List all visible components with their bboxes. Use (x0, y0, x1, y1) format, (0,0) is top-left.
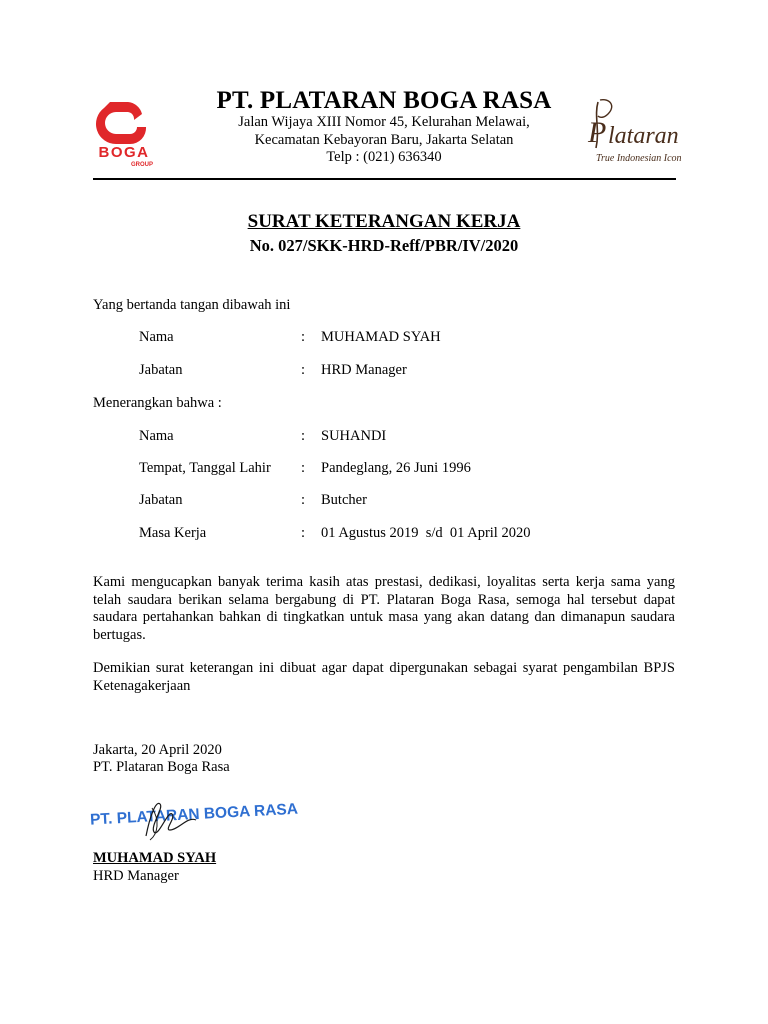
boga-logo-word: BOGA (98, 144, 150, 161)
signatory-name-value: MUHAMAD SYAH (321, 329, 441, 345)
address-line-2: Kecamatan Kebayoran Baru, Jakarta Selatan (254, 132, 514, 148)
stamp-text: PT. PLATARAN BOGA RASA (89, 800, 299, 829)
company-stamp (88, 786, 299, 844)
employee-name-value: SUHANDI (321, 428, 387, 444)
employee-position-colon: : (301, 492, 306, 508)
place-date: Jakarta, 20 April 2020 (93, 742, 222, 758)
employee-tenure-value: 01 Agustus 2019 s/d 01 April 2020 (321, 525, 531, 541)
thanks-paragraph: Kami mengucapkan banyak terima kasih atas prestasi, dedikasi, loyalitas serta kerja sama yang telah saudara berikan selama bergabung di PT. Plataran Boga Rasa, semoga hal tersebut dapat saudara pertahankan bahkan di tingkatkan untuk masa yang akan datang dan dimanapun saudara bertugas. (93, 574, 675, 643)
document-title: SURAT KETERANGAN KERJA (247, 211, 521, 232)
signatory-name-colon: : (301, 329, 306, 345)
boga-logo-sub: GROUP (130, 162, 154, 168)
intro-text: Yang bertanda tangan dibawah ini (93, 297, 291, 313)
employee-birth-value: Pandeglang, 26 Juni 1996 (321, 460, 471, 476)
closing-company: PT. Plataran Boga Rasa (93, 759, 230, 775)
signer-name: MUHAMAD SYAH (93, 850, 217, 866)
company-name: PT. PLATARAN BOGA RASA (216, 87, 552, 114)
plataran-logo-tagline: True Indonesian Icon (596, 153, 682, 164)
plataran-logo-initial: P (588, 116, 607, 149)
document-number: No. 027/SKK-HRD-Reff/PBR/IV/2020 (249, 236, 519, 255)
employee-position-value: Butcher (321, 492, 367, 508)
employee-position-label: Jabatan (139, 492, 183, 508)
plataran-logo-word: lataran (608, 123, 679, 149)
employee-tenure-colon: : (301, 525, 306, 541)
signatory-position-label: Jabatan (139, 362, 183, 378)
signatory-position-value: HRD Manager (321, 362, 407, 378)
employee-birth-label: Tempat, Tanggal Lahir (139, 460, 271, 476)
declares-text: Menerangkan bahwa : (93, 395, 222, 411)
employee-birth-colon: : (301, 460, 306, 476)
employee-tenure-label: Masa Kerja (139, 525, 207, 541)
signatory-name-label: Nama (139, 329, 174, 345)
header-divider (93, 178, 676, 180)
address-line-1: Jalan Wijaya XIII Nomor 45, Kelurahan Melawai, (238, 114, 530, 130)
purpose-paragraph: Demikian surat keterangan ini dibuat agar dapat dipergunakan sebagai syarat pengambilan BPJS Ketenagakerjaan (93, 660, 675, 694)
signatory-position-colon: : (301, 362, 306, 378)
employee-name-colon: : (301, 428, 306, 444)
signer-role: HRD Manager (93, 868, 179, 884)
employee-name-label: Nama (139, 428, 174, 444)
phone-line: Telp : (021) 636340 (326, 149, 442, 165)
